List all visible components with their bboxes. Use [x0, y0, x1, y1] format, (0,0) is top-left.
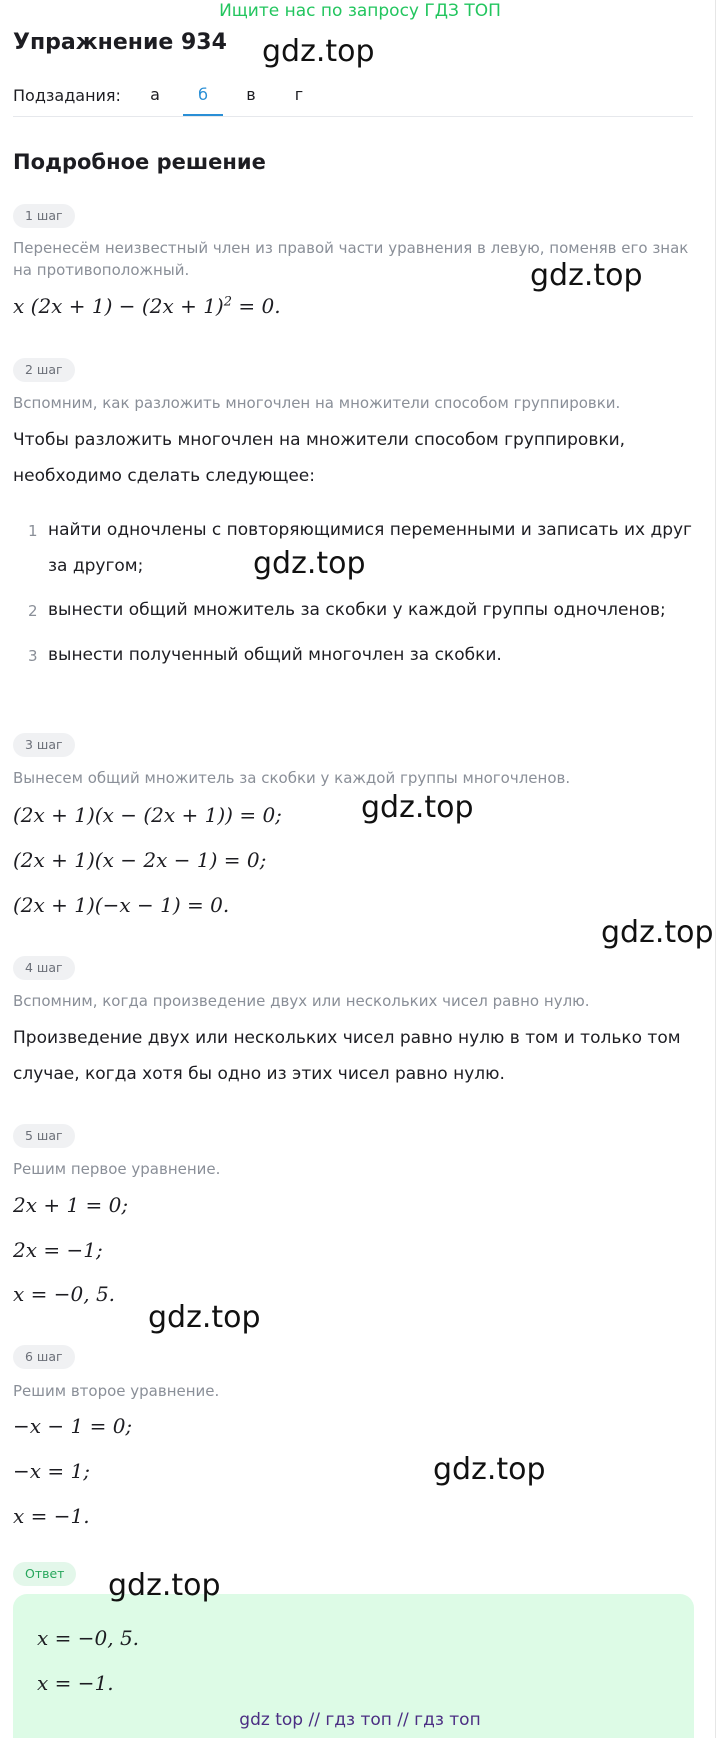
list-item: вынести общий множитель за скобки у каждой группы одночленов; — [48, 600, 666, 620]
list-item-number: 3 — [28, 647, 38, 665]
step-5-line-1: 2x + 1 = 0; — [13, 1193, 129, 1217]
step-4-chip: 4 шаг — [13, 956, 75, 980]
step-6-line-3: x = −1. — [13, 1504, 90, 1528]
watermark: gdz.top — [148, 1300, 261, 1335]
subtask-tab-v[interactable]: в — [246, 85, 256, 104]
step-6-chip: 6 шаг — [13, 1345, 75, 1369]
subtasks-bar — [13, 84, 693, 117]
subtask-tab-b[interactable]: б — [183, 84, 223, 116]
step-6-hint: Решим второе уравнение. — [13, 1382, 220, 1400]
watermark: gdz.top — [262, 34, 375, 69]
step-1-hint: Перенесём неизвестный член из правой части уравнения в левую, поменяв его знак на противоположный. — [13, 239, 689, 279]
step-4-hint: Вспомним, когда произведение двух или нескольких чисел равно нулю. — [13, 992, 590, 1010]
watermark: gdz.top — [361, 790, 474, 825]
subtask-tab-a[interactable]: а — [150, 85, 160, 104]
watermark: gdz.top — [253, 546, 366, 581]
step-3-chip: 3 шаг — [13, 733, 75, 757]
step-1-equation: x $(2x + 1) - (2x + 1)^2 = 0$. — [13, 294, 281, 318]
section-title: Подробное решение — [13, 150, 266, 174]
step-5-line-2: 2x = −1; — [13, 1238, 103, 1262]
step-5-hint: Решим первое уравнение. — [13, 1160, 221, 1178]
answer-line-2: x = −1. — [37, 1671, 114, 1695]
step-3-line-2: (2x + 1)(x − 2x − 1) = 0; — [13, 848, 267, 872]
step-6-line-1: −x − 1 = 0; — [13, 1414, 133, 1438]
subtasks-label: Подзадания: — [13, 86, 121, 105]
step-4-text: Произведение двух или нескольких чисел равно нулю в том и только том случае, когда хотя бы одно из этих чисел равно нулю. — [13, 1028, 681, 1084]
page-edge-line — [715, 0, 716, 1738]
list-item: вынести полученный общий многочлен за скобки. — [48, 645, 502, 665]
watermark: gdz.top — [108, 1568, 221, 1603]
promo-banner[interactable]: Ищите нас по запросу ГДЗ ТОП — [219, 1, 501, 21]
footer-links[interactable]: gdz top // гдз топ // гдз топ — [239, 1710, 481, 1730]
step-6-line-2: −x = 1; — [13, 1459, 90, 1483]
step-3-hint: Вынесем общий множитель за скобки у каждой группы многочленов. — [13, 769, 571, 787]
step-1-chip: 1 шаг — [13, 204, 75, 228]
answer-chip: Ответ — [13, 1562, 76, 1586]
list-item-number: 1 — [28, 522, 38, 540]
step-2-hint: Вспомним, как разложить многочлен на множители способом группировки. — [13, 394, 621, 412]
step-5-chip: 5 шаг — [13, 1124, 75, 1148]
answer-line-1: x = −0, 5. — [37, 1626, 140, 1650]
step-2-text: Чтобы разложить многочлен на множители способом группировки, необходимо сделать следующее: — [13, 430, 626, 486]
list-item-number: 2 — [28, 602, 38, 620]
subtask-tab-g[interactable]: г — [294, 85, 304, 104]
step-2-chip: 2 шаг — [13, 358, 75, 382]
list-item: найти одночлены с повторяющимися переменными и записать их друг за другом; — [48, 520, 692, 576]
watermark: gdz.top — [530, 258, 643, 293]
step-3-line-3: (2x + 1)(−x − 1) = 0. — [13, 893, 230, 917]
watermark: gdz.top — [433, 1452, 546, 1487]
step-5-line-3: x = −0, 5. — [13, 1282, 116, 1306]
watermark: gdz.top — [601, 915, 714, 950]
step-3-line-1: (2x + 1)(x − (2x + 1)) = 0; — [13, 803, 282, 827]
page-title: Упражнение 934 — [13, 30, 227, 55]
